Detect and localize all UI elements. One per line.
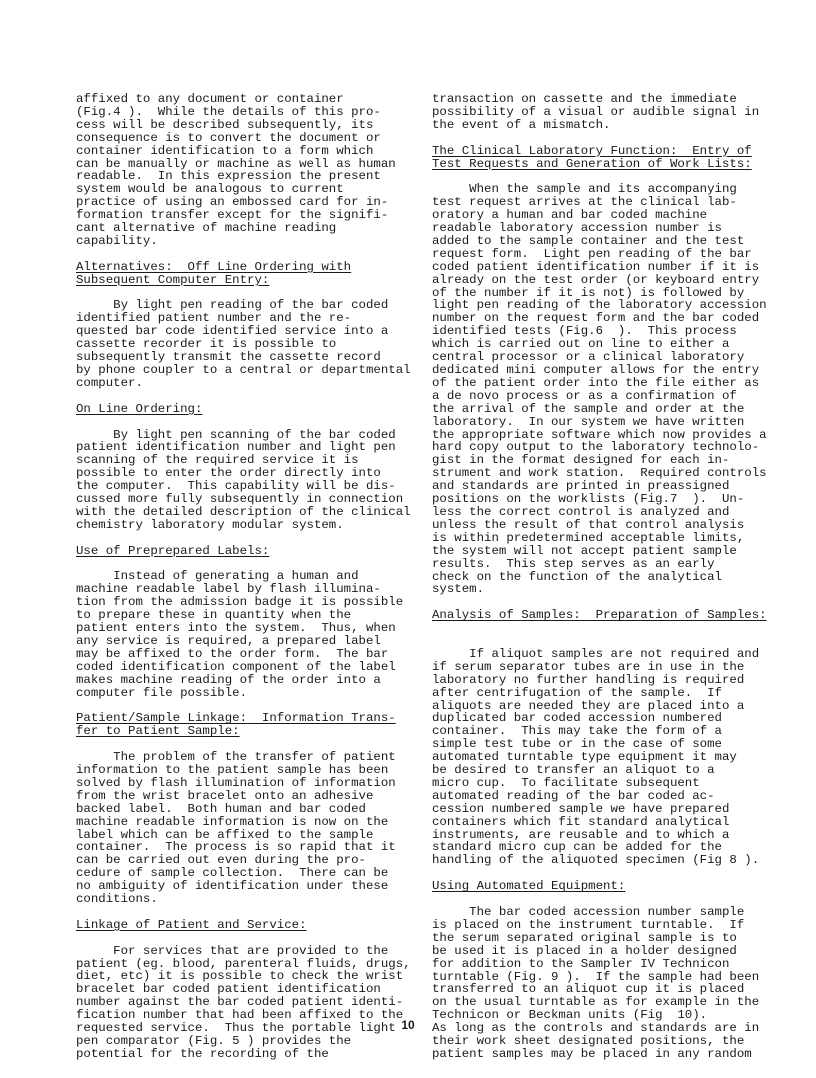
heading-patient-sample-linkage: Patient/Sample Linkage: Information Trans- fer to Patient Sample: bbox=[76, 711, 396, 739]
paragraph-online-ordering: By light pen scanning of the bar coded patient identification number and light pen scanning of the required service it is possible to enter the order directly into the computer. This capability will be dis- cussed more fully subsequently in connection with the detailed description of the clinical chemistry laboratory modular system. bbox=[76, 427, 411, 532]
heading-patient-service-linkage: Linkage of Patient and Service: bbox=[76, 917, 307, 932]
paragraph-fig4-continuation: affixed to any document or container (Fig.4 ). While the details of this pro- cess will be described subsequently, its consequence is to convert the document or container identification to a form which can be manually or machine as well as human readable. In this expression the present system would be analogous to current practice of using an embossed card for in- formation transfer except for the signifi- cant alternative of machine reading capability. bbox=[76, 92, 396, 248]
paragraph-preprepared-labels: Instead of generating a human and machine readable label by flash illumina- tion from the admission badge it is possible to prepare these in quantity when the patient enters into the system. Thus, when any service is required, a prepared label may be affixed to the order form. The bar coded identification component of the label makes machine reading of the order into a computer file possible. bbox=[76, 569, 404, 700]
paragraph-transaction-continuation: transaction on cassette and the immediate possibility of a visual or audible signal in the event of a mismatch. bbox=[432, 92, 760, 132]
paragraph-offline-ordering: By light pen reading of the bar coded identified patient number and the re- quested bar code identified service into a cassette recorder it is possible to subsequently transmit the cassette record by phone coupler to a central or departmental computer. bbox=[76, 298, 411, 390]
paragraph-patient-service-linkage: For services that are provided to the patient (eg. blood, parenteral fluids, drugs, diet, etc) it is possible to check the wrist bracelet bar coded patient identification number against the bar coded patient identi- fication number that had been affixed to the requested service. Thus the portable light pen comparator (Fig. 5 ) provides the potential for the recording of the bbox=[76, 943, 411, 1061]
heading-offline-ordering: Alternatives: Off Line Ordering with Subsequent Computer Entry: bbox=[76, 259, 352, 287]
right-column bbox=[432, 92, 767, 1061]
page-number: 10 bbox=[401, 1018, 415, 1032]
heading-using-automated-equipment: Using Automated Equipment: bbox=[432, 879, 626, 894]
paragraph-patient-sample-linkage: The problem of the transfer of patient information to the patient sample has been solved by flash illumination of information from the wrist bracelet onto an adhesive backed label. Both human and bar coded machine readable information is now on the label which can be affixed to the sample container. The process is so rapid that it can be carried out even during the pro- cedure of sample collection. There can be no ambiguity of identification under these conditions. bbox=[76, 750, 396, 907]
paragraph-analysis-of-samples: If aliquot samples are not required and if serum separator tubes are in use in the laboratory no further handling is required after centrifugation of the sample. If aliquots are needed they are placed into a duplicated bar coded accession numbered container. This may take the form of a simple test tube or in the case of some automated turntable type equipment it may be desired to transfer an aliquot to a micro cup. To facilitate subsequent automated reading of the bar coded ac- cession numbered sample we have prepared containers which fit standard analytical instruments, are reusable and to which a standard micro cup can be added for the handling of the aliquoted specimen (Fig 8 ). bbox=[432, 646, 760, 868]
heading-clinical-laboratory-function: The Clinical Laboratory Function: Entry of Test Requests and Generation of Work Lists: bbox=[432, 143, 752, 171]
heading-online-ordering: On Line Ordering: bbox=[76, 401, 203, 416]
heading-analysis-of-samples: Analysis of Samples: Preparation of Samples: bbox=[432, 608, 767, 623]
paragraph-clinical-laboratory-function: When the sample and its accompanying test request arrives at the clinical lab- oratory a human and bar coded machine readable laboratory accession number is added to the sample container and the test request form. Light pen reading of the bar coded patient identification number if it is already on the test order (or keyboard entry of the number if it is not) is followed by light pen reading of the laboratory accession number on the request form and the bar coded identified tests (Fig.6 ). This process which is carried out on line to either a central processor or a clinical laboratory dedicated mini computer allows for the entry of the patient order into the file either as a de novo process or as a confirmation of the arrival of the sample and order at the laboratory. In our system we have written the appropriate software which now provides a hard copy output to the laboratory technolo- gist in the format designed for each in- strument and work station. Required controls and standards are printed in preassigned positions on the worklists (Fig.7 ). Un- less the correct control is analyzed and unless the result of that control analysis is within predetermined acceptable limits, the system will not accept patient sample results. This step serves as an early check on the function of the analytical system. bbox=[432, 182, 767, 597]
heading-preprepared-labels: Use of Preprepared Labels: bbox=[76, 543, 270, 558]
paragraph-using-automated-equipment: The bar coded accession number sample is placed on the instrument turntable. If the serum separated original sample is to be used it is placed in a holder designed for addition to the Sampler IV Technicon turntable (Fig. 9 ). If the sample had been transferred to an aliquot cup it is placed on the usual turntable as for example in the Technicon or Beckman units (Fig 10). As long as the controls and standards are in their work sheet designated positions, the patient samples may be placed in any random bbox=[432, 904, 760, 1061]
